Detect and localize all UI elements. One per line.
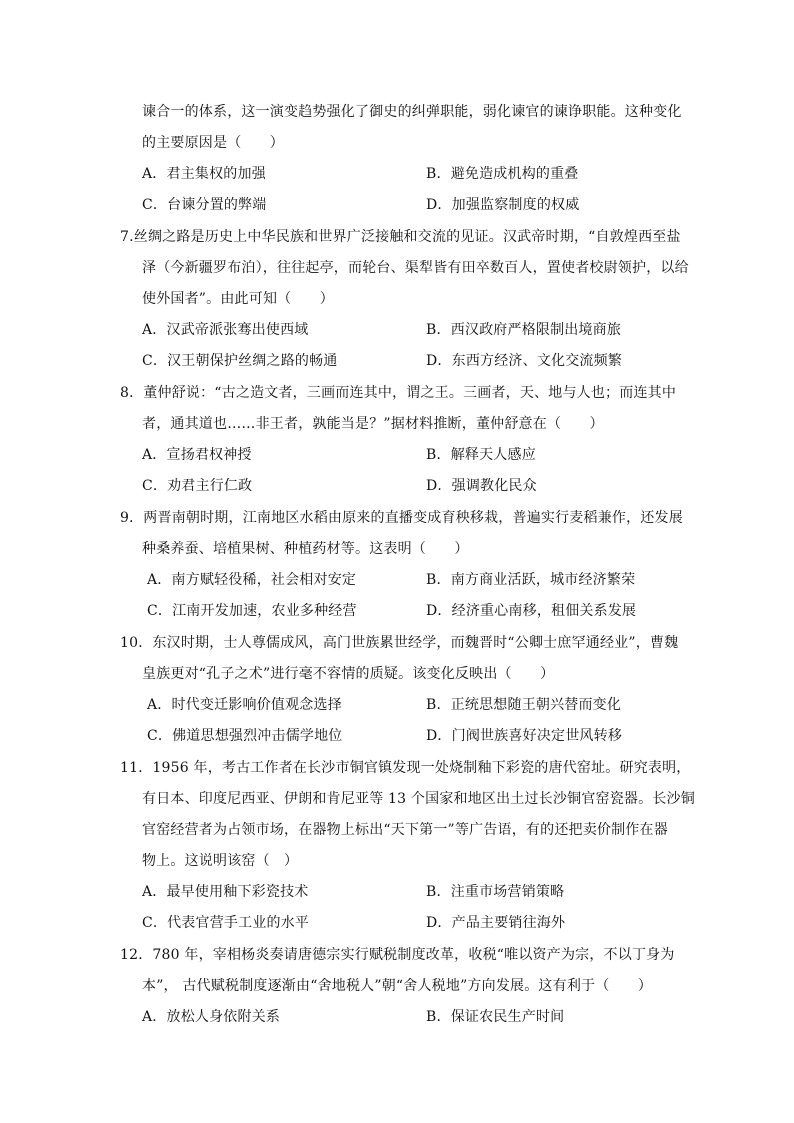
question-11-text-line-1: 11．1956 年，考古工作者在长沙市铜官镇发现一处烧制釉下彩瓷的唐代窑址。研究表明， (120, 760, 691, 776)
question-7-option-a: A．汉武帝派张骞出使西域 (142, 322, 309, 338)
question-8-option-c: C．劝君主行仁政 (142, 478, 253, 494)
question-7-text-line-1: 7.丝绸之路是历史上中华民族和世界广泛接触和交流的见证。汉武帝时期，“自敦煌西至盐 (120, 229, 681, 245)
question-6-text-line-2: 的主要原因是（ ） (142, 135, 284, 151)
question-9-option-b: B．南方商业活跃，城市经济繁荣 (426, 572, 636, 588)
question-6-option-d: D．加强监察制度的权威 (426, 197, 580, 213)
question-9-option-a: A．南方赋轻役稀，社会相对安定 (147, 572, 357, 588)
question-10-option-c: C．佛道思想强烈冲击儒学地位 (147, 728, 343, 744)
question-11-text-line-3: 官窑经营者为占领市场，在器物上标出“天下第一”等广告语，有的还把卖价制作在器 (142, 822, 668, 838)
question-6-option-c: C．台谏分置的弊端 (142, 197, 267, 213)
question-8-text-line-1: 8．董仲舒说：“古之造文者，三画而连其中，谓之王。三画者，天、地与人也；而连其中 (120, 385, 677, 401)
question-10-text-line-2: 皇族更对“孔子之术”进行毫不容情的质疑。该变化反映出（ ） (142, 666, 555, 682)
question-11-text-line-2: 有日本、印度尼西亚、伊朗和肯尼亚等 13 个国家和地区出土过长沙铜官窑瓷器。长沙铜 (142, 791, 695, 807)
question-9-text-line-1: 9．两晋南朝时期，江南地区水稻由原来的直播变成育秧移栽，普遍实行麦稻兼作，还发展 (120, 510, 683, 526)
question-7-option-b: B．西汉政府严格限制出境商旅 (426, 322, 622, 338)
question-7-text-line-3: 使外国者”。由此可知（ ） (142, 291, 334, 307)
question-10-text-line-1: 10．东汉时期，士人尊儒成风，高门世族累世经学，而魏晋时“公卿士庶罕通经业”，曹魏 (120, 635, 679, 651)
question-12-option-a: A．放松人身依附关系 (142, 1009, 281, 1025)
question-10-option-b: B．正统思想随王朝兴替而变化 (426, 697, 622, 713)
question-11-option-a: A．最早使用釉下彩瓷技术 (142, 884, 309, 900)
question-6-text-line-1: 谏合一的体系，这一演变趋势强化了御史的纠弹职能，弱化谏官的谏诤职能。这种变化 (142, 104, 682, 120)
question-11-option-c: C．代表官营手工业的水平 (142, 915, 310, 931)
question-10-option-a: A．时代变迁影响价值观念选择 (147, 697, 342, 713)
question-8-option-d: D．强调教化民众 (426, 478, 537, 494)
question-12-text-line-2: 本”， 古代赋税制度逐渐由“舍地税人”朝“舍人税地”方向发展。这有利于（ ） (142, 978, 653, 994)
question-8-option-b: B．解释天人感应 (426, 447, 536, 463)
question-11-option-d: D．产品主要销往海外 (426, 915, 566, 931)
question-12-text-line-1: 12．780 年，宰相杨炎奏请唐德宗实行赋税制度改革，收税“唯以资产为宗，不以丁身为 (120, 947, 675, 963)
question-6-option-a: A．君主集权的加强 (142, 166, 266, 182)
question-12-option-b: B．保证农民生产时间 (426, 1009, 565, 1025)
question-7-option-c: C．汉王朝保护丝绸之路的畅通 (142, 353, 338, 369)
question-9-text-line-2: 种桑养蚕、培植果树、种植药材等。这表明（ ） (142, 541, 469, 557)
question-8-option-a: A．宣扬君权神授 (142, 447, 252, 463)
question-7-text-line-2: 泽（今新疆罗布泊），往往起亭，而轮台、渠犁皆有田卒数百人，置使者校尉领护，以给 (142, 260, 689, 276)
question-10-option-d: D．门阀世族喜好决定世风转移 (426, 728, 623, 744)
question-6-option-b: B．避免造成机构的重叠 (426, 166, 579, 182)
question-9-option-d: D．经济重心南移，租佃关系发展 (426, 603, 637, 619)
question-11-text-line-4: 物上。这说明该窑（ ） (142, 853, 299, 869)
question-8-text-line-2: 者，通其道也……非王者，孰能当是？”据材料推断，董仲舒意在（ ） (142, 416, 604, 432)
question-11-option-b: B．注重市场营销策略 (426, 884, 565, 900)
question-7-option-d: D．东西方经济、文化交流频繁 (426, 353, 623, 369)
question-9-option-c: C．江南开发加速，农业多种经营 (147, 603, 357, 619)
